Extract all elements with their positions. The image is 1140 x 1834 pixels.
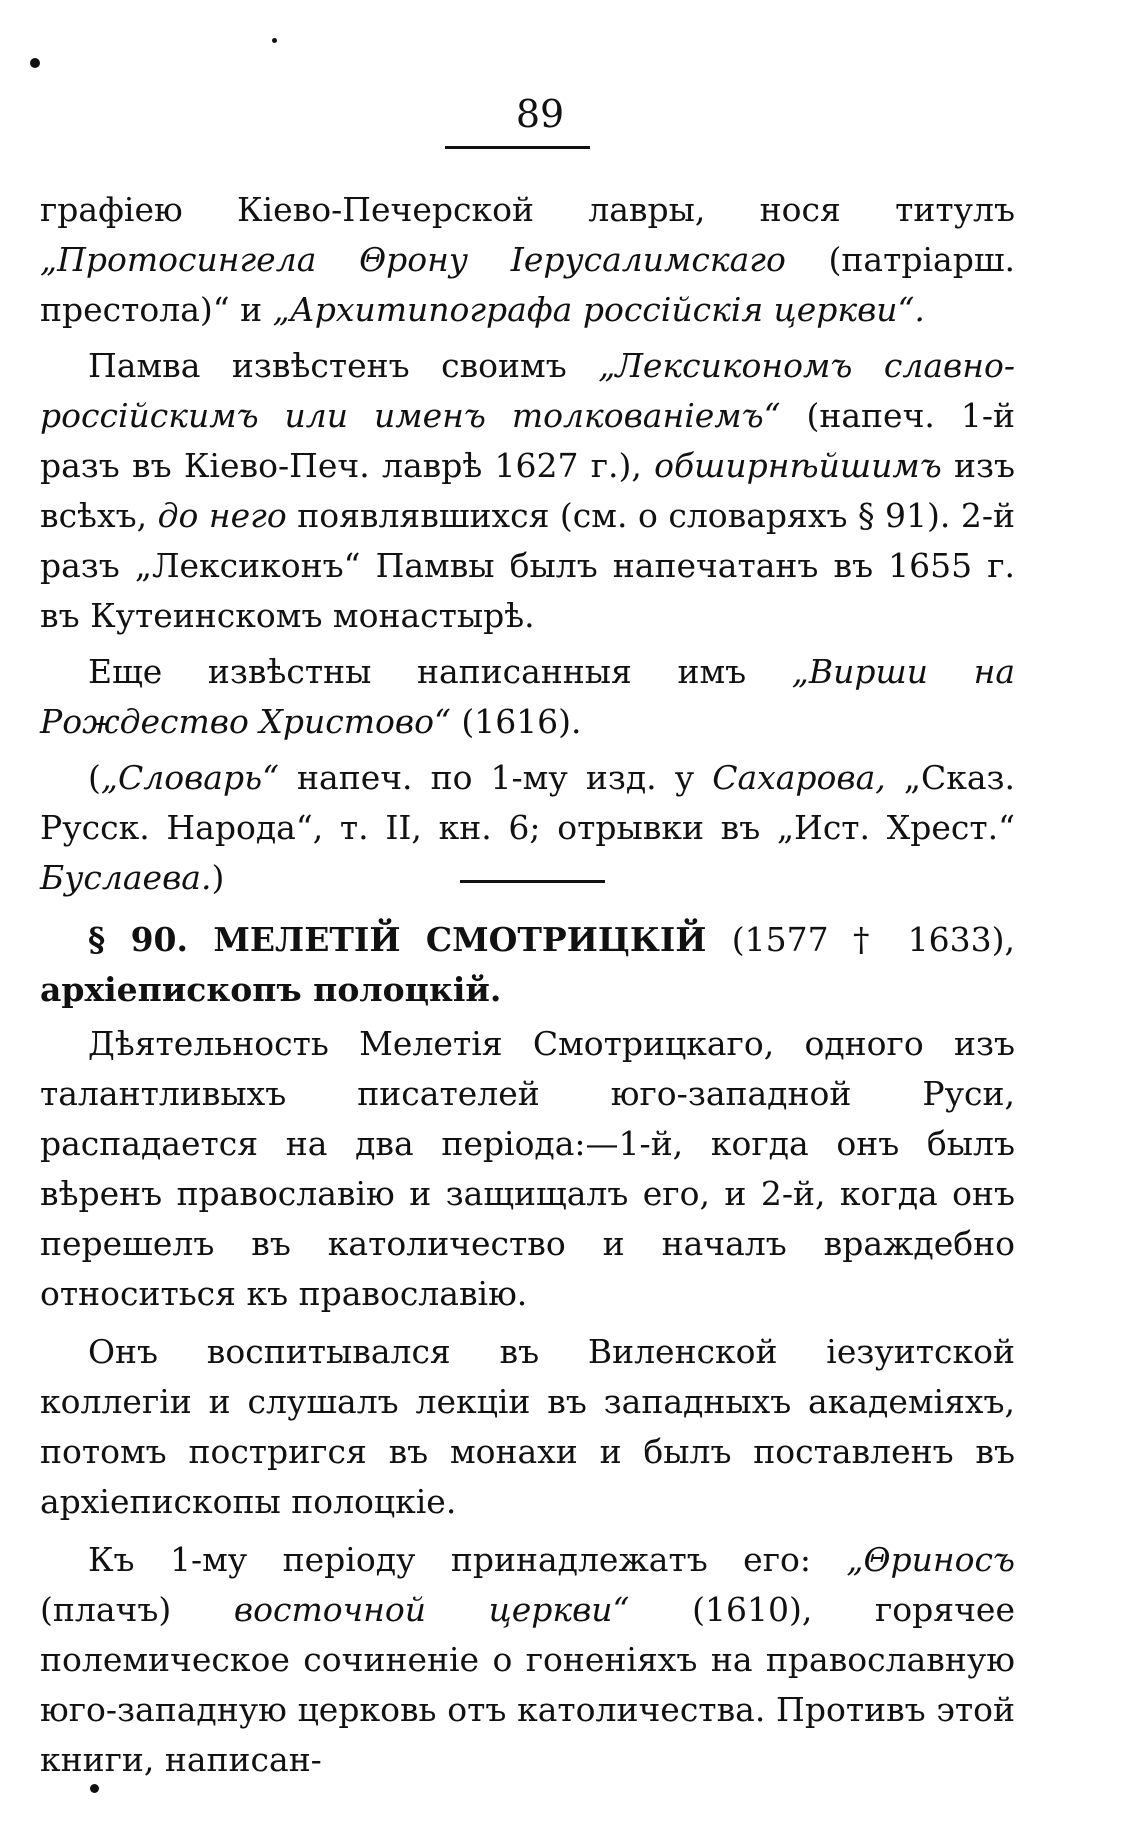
section-title-rest: архіепископъ полоцкій.: [40, 970, 502, 1009]
page-number: 89: [515, 92, 565, 136]
continuation-text: [40, 185, 1015, 909]
header-rule: [445, 146, 590, 149]
paragraph-first-period: Къ 1-му періоду принадлежатъ его: „Θриносъ (плачъ) восточной церкви“ (1610), горячее полемическое сочиненіе о гоненіяхъ на православную юго-западную церковь отъ католичества. Противъ этой книги, написан-: [40, 1540, 1015, 1779]
paragraph-slovar: („Словарь“ напеч. по 1-му изд. у Сахарова, „Сказ. Русск. Народа“, т. II, кн. 6; отрывки въ „Ист. Хрест.“ Буслаева.): [40, 758, 1016, 897]
section-number: § 90.: [88, 920, 188, 959]
section-dates: (1577 † 1633),: [731, 920, 1015, 959]
paragraph-continuation: графіею Кіево-Печерской лавры, нося титулъ „Протосингела Θрону Іерусалимскаго (патріарш. престола)“ и „Архитипографа россійскія церкви“.: [40, 190, 1015, 329]
speck: [30, 58, 40, 68]
paragraph-virshi: Еще извѣстны написанныя имъ „Вирши на Рождество Христово“ (1616).: [40, 652, 1016, 741]
section-name: МЕЛЕТІЙ СМОТРИЦКІЙ: [213, 920, 707, 959]
section-heading: [40, 915, 1015, 1015]
speck: [272, 38, 277, 43]
paragraph-pamva: Памва извѣстенъ своимъ „Лексикономъ славно-россійскимъ или именъ толкованіемъ“ (напеч. 1-й разъ въ Кіево-Печ. лаврѣ 1627 г.), обширнѣйшимъ изъ всѣхъ, до него появлявшихся (см. о словаряхъ § 91). 2-й разъ „Лексиконъ“ Памвы былъ напечатанъ въ 1655 г. въ Кутеинскомъ монастырѣ.: [40, 346, 1015, 635]
paragraph-education: Онъ воспитывался въ Виленской іезуитской коллегіи и слушалъ лекціи въ западныхъ академіяхъ, потомъ постригся въ монахи и былъ поставленъ въ архіепископы полоцкіе.: [40, 1332, 1015, 1521]
section-divider: [460, 880, 605, 883]
section-90: [40, 915, 1015, 1793]
paragraph-activity: Дѣятельность Мелетія Смотрицкаго, одного изъ талантливыхъ писателей юго-западной Руси, распадается на два періода:—1-й, когда онъ былъ вѣренъ православію и защищалъ его, и 2-й, когда онъ перешелъ въ католичество и началъ враждебно относиться къ православію.: [40, 1024, 1015, 1313]
